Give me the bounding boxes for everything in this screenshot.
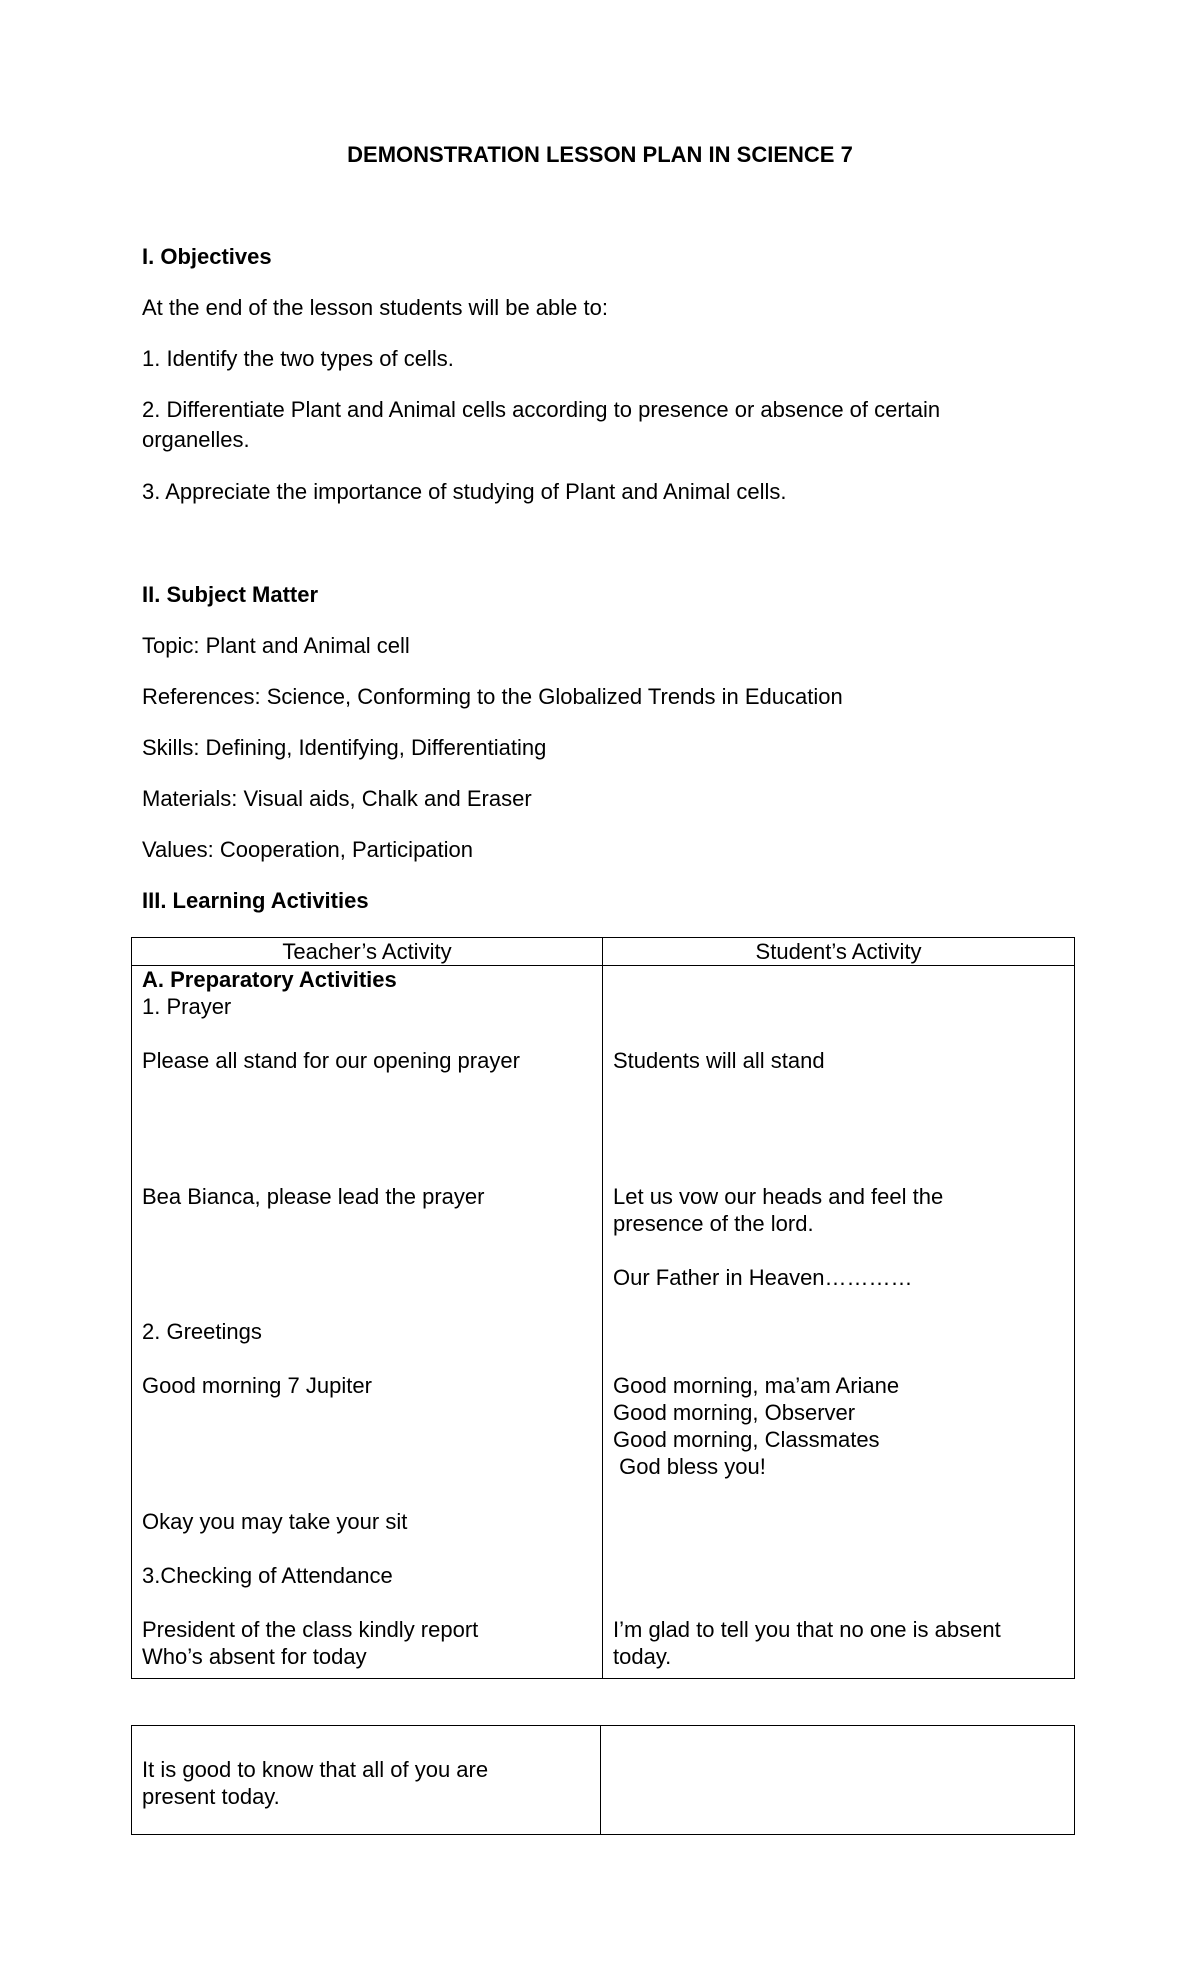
subject-topic: Topic: Plant and Animal cell (142, 633, 410, 658)
objective-item: 2. Differentiate Plant and Animal cells according to presence or absence of certain organelles. (142, 397, 941, 452)
prayer-instruction: Please all stand for our opening prayer (142, 1048, 520, 1073)
attendance-request: President of the class kindly report (142, 1617, 479, 1642)
subject-matter-heading: II. Subject Matter (142, 582, 319, 607)
subject-references: References: Science, Conforming to the Globalized Trends in Education (142, 684, 843, 709)
prayer-leader: Bea Bianca, please lead the prayer (142, 1184, 485, 1209)
subject-materials: Materials: Visual aids, Chalk and Eraser (142, 786, 532, 811)
student-attendance-response: today. (613, 1644, 672, 1669)
activities-table (131, 937, 1075, 1679)
take-seat-instruction: Okay you may take your sit (142, 1509, 408, 1534)
subject-skills: Skills: Defining, Identifying, Differentiating (142, 735, 547, 760)
student-attendance-response: I’m glad to tell you that no one is absent (613, 1617, 1001, 1642)
subject-values: Values: Cooperation, Participation (142, 837, 474, 862)
preparatory-activities-heading: A. Preparatory Activities (142, 967, 397, 992)
student-stand-response: Students will all stand (613, 1048, 825, 1073)
student-prayer-line: Let us vow our heads and feel the (613, 1184, 944, 1209)
teacher-activity-header: Teacher’s Activity (132, 938, 603, 966)
objective-item: 3. Appreciate the importance of studying of Plant and Animal cells. (142, 479, 787, 504)
objective-item: 1. Identify the two types of cells. (142, 346, 454, 371)
attendance-label: 3.Checking of Attendance (142, 1563, 393, 1588)
page-title: DEMONSTRATION LESSON PLAN IN SCIENCE 7 (347, 142, 853, 167)
student-activity-cell (601, 1726, 1075, 1835)
student-greeting-line: Good morning, Observer (613, 1400, 856, 1425)
teacher-attendance-remark: present today. (142, 1784, 280, 1809)
student-activity-cell (603, 966, 1075, 1679)
learning-activities-heading: III. Learning Activities (142, 888, 369, 913)
objectives-heading: I. Objectives (142, 244, 272, 269)
objectives-intro: At the end of the lesson students will be able to: (142, 295, 608, 320)
student-prayer-line: presence of the lord. (613, 1211, 814, 1236)
student-greeting-line: Good morning, ma’am Ariane (613, 1373, 900, 1398)
teacher-activity-cell (132, 966, 603, 1679)
prayer-label: 1. Prayer (142, 994, 232, 1019)
student-prayer-line: Our Father in Heaven………… (613, 1265, 913, 1290)
student-greeting-line: God bless you! (613, 1454, 766, 1479)
attendance-request: Who’s absent for today (142, 1644, 367, 1669)
teacher-greeting: Good morning 7 Jupiter (142, 1373, 372, 1398)
greetings-label: 2. Greetings (142, 1319, 262, 1344)
student-greeting-line: Good morning, Classmates (613, 1427, 880, 1452)
teacher-activity-cell (132, 1726, 601, 1835)
student-activity-header: Student’s Activity (603, 938, 1075, 966)
activities-table-continued (131, 1725, 1075, 1835)
teacher-attendance-remark: It is good to know that all of you are (142, 1757, 489, 1782)
